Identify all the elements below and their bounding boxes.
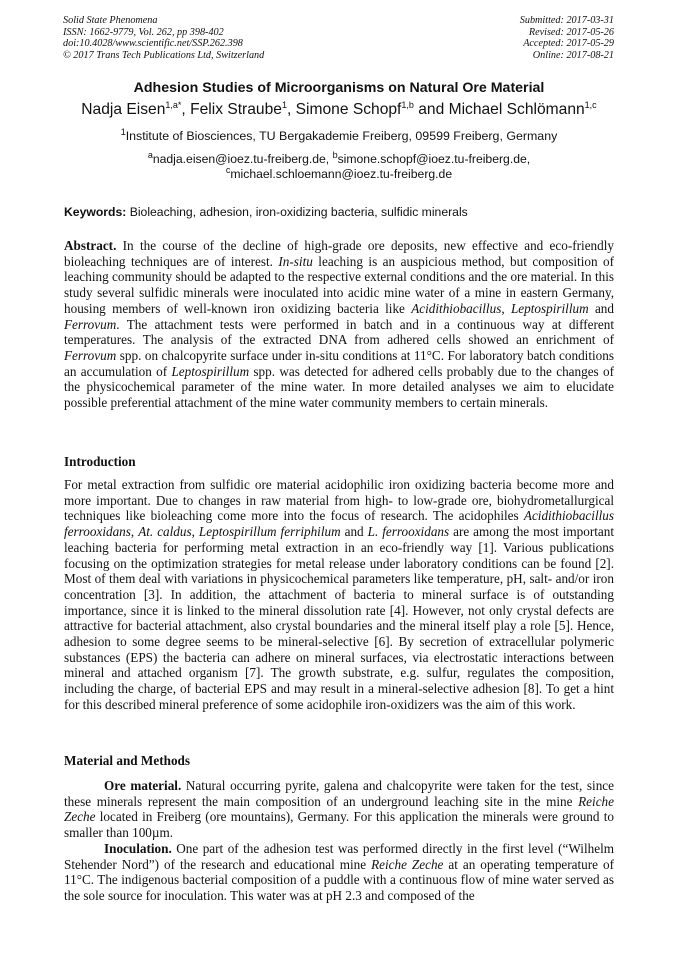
ore-material-label: Ore material.: [104, 778, 182, 793]
affiliation-text: Institute of Biosciences, TU Bergakademie Freiberg, 09599 Freiberg, Germany: [125, 129, 558, 143]
methods-italic: Reiche Zeche: [64, 793, 614, 825]
abstract-text: . The attachment tests were performed in batch and in a continuous way at different temperatures. The analysis of the extracted DNA from adhered cells showed an enrichment of: [64, 316, 614, 348]
author-affiliation-mark: 1: [281, 99, 287, 110]
abstract-text: In the course of the decline of high-grade ore deposits, new effective and eco-friendly bioleaching techniques are of interest.: [64, 238, 614, 269]
section-heading-methods: Material and Methods: [64, 753, 191, 768]
intro-italic: L. ferrooxidans: [367, 524, 450, 540]
accepted-date: Accepted: 2017-05-29: [523, 38, 614, 50]
methods-text: Natural occurring pyrite, galena and chalcopyrite were taken for the test, since these minerals represent the main composition of an underground leaching site in the mine: [64, 778, 614, 809]
abstract-italic: Leptospirillum: [510, 300, 589, 316]
online-date: Online: 2017-08-21: [532, 49, 614, 61]
intro-italic: Leptospirillum ferriphilum: [198, 524, 341, 540]
doi: doi:10.4028/www.scientific.net/SSP.262.398: [63, 38, 243, 50]
intro-text: ,: [191, 524, 199, 540]
methods-text: One part of the adhesion test was performed directly in the first level (“Wilhelm Stehender Nord”) of the research and educational mine: [64, 840, 614, 872]
abstract-italic: In-situ: [278, 253, 313, 269]
affiliation-mark: 1: [120, 126, 126, 137]
keywords-label: Keywords:: [64, 205, 127, 219]
author-affiliation-mark: 1,b: [401, 99, 414, 110]
methods-text: at an operating temperature of 11°C. The indigenous bacterial composition of a puddle with a continuous flow of mine water served as the sole source for inoculation. This water was at pH 2.3 and composed of the: [64, 856, 614, 903]
author-name: , Felix Straube: [181, 101, 282, 118]
intro-italic: Acidithiobacillus ferrooxidans: [64, 508, 614, 540]
intro-text: For metal extraction from sulfidic ore material acidophilic iron oxidizing bacteria become more and more important. Due to changes in raw material from high- to low-grade ore, biohydrometallurgical techniques like bioleaching come more into the focus of research. The acidophiles: [64, 477, 614, 524]
intro-text: ,: [130, 524, 139, 540]
abstract-text: ,: [501, 300, 511, 316]
abstract-label: Abstract.: [64, 238, 117, 253]
author-name: and Michael Schlömann: [413, 101, 585, 118]
keywords-text: Bioleaching, adhesion, iron-oxidizing bacteria, sulfidic minerals: [126, 205, 468, 219]
introduction-body: [64, 477, 614, 713]
abstract-italic: Leptospirillum: [171, 363, 250, 379]
publication-info: [63, 15, 264, 61]
submitted-date: Submitted: 2017-03-31: [519, 15, 614, 26]
affiliation: [0, 126, 678, 143]
publication-dates: [520, 15, 614, 61]
abstract: [64, 238, 614, 411]
email-link[interactable]: michael.schloemann@ioez.tu-freiberg.de: [230, 167, 453, 181]
inoculation-paragraph: [64, 841, 614, 904]
intro-text: and: [340, 524, 368, 540]
ore-material-paragraph: [64, 778, 614, 841]
revised-date: Revised: 2017-05-26: [528, 26, 614, 38]
section-heading-introduction: Introduction: [64, 454, 136, 469]
author-name: , Simone Schopf: [286, 101, 402, 118]
inoculation-label: Inoculation.: [104, 840, 172, 856]
email-mark: c: [225, 164, 231, 175]
copyright: © 2017 Trans Tech Publications Ltd, Switzerland: [63, 49, 265, 61]
intro-text: are among the most important leaching bacteria for performing metal extraction in an eco-friendly way [1]. Various publications focusing on the optimization strategies for metal release under laboratory conditions can be found [2]. Most of them deal with variations in physicochemical parameters like temperature, pH, salt- and/or iron concentration [3]. In addition, the attachment of bacteria to mineral surface is of outstanding importance, since it is linked to the mineral dissolution rate [4]. However, not only crystal defects are attractive for bacterial attachment, also crystal boundaries and the mineral itself play a role [5]. Hence, adhesion to some degree seems to be mineral-selective [6]. By secretion of extracellular polymeric substances (EPS) the bacteria can adhere on mineral surfaces, via electrostatic interactions between mineral and attached organism [7]. The growth substrate, e.g. sulfur, regulates the composition, including the charge, of bacterial EPS and may result in a mineral-selective adhesion [8]. To get a hint for this described mineral preference of some acidophile iron-oxidizers was the aim of this work.: [64, 524, 615, 712]
methods-body: [64, 778, 614, 904]
author-list: [0, 101, 678, 119]
abstract-italic: Ferrovum: [64, 347, 117, 363]
author-affiliation-mark: 1,a*: [165, 99, 182, 110]
paper-title: Adhesion Studies of Microorganisms on Natural Ore Material: [133, 80, 545, 96]
abstract-italic: Ferrovum: [64, 316, 117, 332]
email-mark: b: [332, 149, 338, 160]
abstract-text: spp. on chalcopyrite surface under in-situ conditions at 11°C. For laboratory batch conditions an accumulation of: [64, 347, 614, 379]
author-name: Nadja Eisen: [81, 101, 166, 118]
author-affiliation-mark: 1,c: [584, 99, 597, 110]
email-link[interactable]: simone.schopf@ioez.tu-freiberg.de,: [337, 152, 531, 166]
author-emails: [0, 149, 678, 182]
methods-text: located in Freiberg (ore mountains), Germany. For this application the minerals were ground to smaller than 100µm.: [64, 809, 614, 841]
abstract-text: leaching is an auspicious method, but composition of leaching community should be adapted to the respective external conditions and the ore material. In this study several sulfidic minerals were inoculated into acidic mine water of a mine in eastern Germany, housing members of well-known iron oxidizing bacteria like: [64, 253, 614, 316]
keywords: [64, 205, 616, 219]
journal-name: Solid State Phenomena: [63, 15, 158, 26]
abstract-italic: Acidithiobacillus: [411, 300, 502, 316]
methods-italic: Reiche Zeche: [371, 856, 444, 872]
email-link[interactable]: nadja.eisen@ioez.tu-freiberg.de,: [152, 152, 333, 166]
abstract-text: and: [588, 300, 614, 316]
abstract-text: spp. was detected for adhered cells probably due to the changes of the physicochemical parameter of the mine water. In more detailed analyses we aim to elucidate possible preferential attachment of the mine water community members to certain minerals.: [64, 363, 614, 411]
email-mark: a: [147, 149, 153, 160]
issn: ISSN: 1662-9779, Vol. 262, pp 398-402: [63, 26, 224, 38]
intro-italic: At. caldus: [138, 524, 192, 540]
